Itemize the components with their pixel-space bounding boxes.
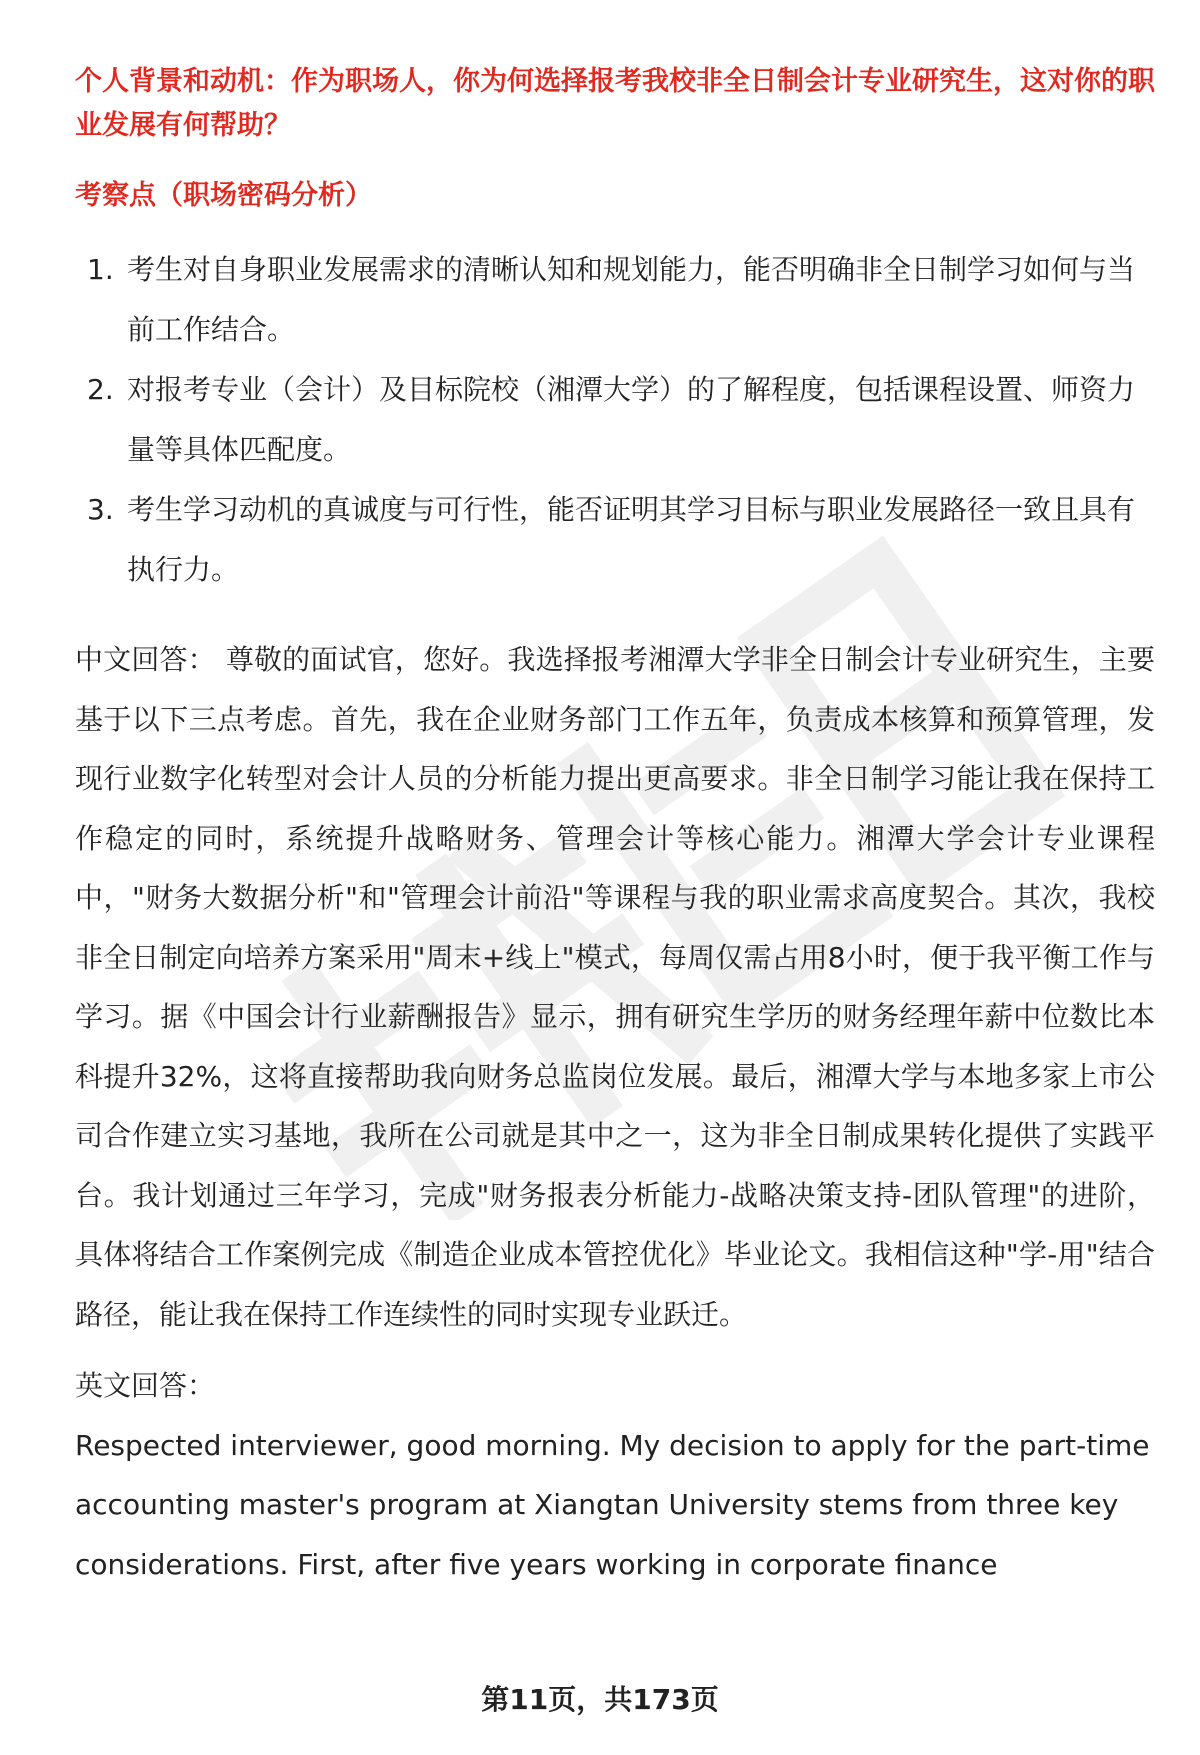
list-item-number: 3. [87,493,114,526]
exam-points-list [75,240,1155,600]
english-answer-label: 英文回答： [75,1369,216,1402]
chinese-answer-label: 中文回答： [75,643,216,676]
list-item-number: 1. [87,253,114,286]
list-item-text: 考生学习动机的真诚度与可行性，能否证明其学习目标与职业发展路径一致且具有执行力。 [127,493,1136,586]
list-item-text: 对报考专业（会计）及目标院校（湘潭大学）的了解程度，包括课程设置、师资力量等具体匹配度。 [127,373,1136,466]
chinese-answer-text: 尊敬的面试官，您好。我选择报考湘潭大学非全日制会计专业研究生，主要基于以下三点考虑。首先，我在企业财务部门工作五年，负责成本核算和预算管理，发现行业数字化转型对会计人员的分析能力提出更高要求。非全日制学习能让我在保持工作稳定的同时，系统提升战略财务、管理会计等核心能力。湘潭大学会计专业课程中，"财务大数据分析"和"管理会计前沿"等课程与我的职业需求高度契合。其次，我校非全日制定向培养方案采用"周末+线上"模式，每周仅需占用8小时，便于我平衡工作与学习。据《中国会计行业薪酬报告》显示，拥有研究生学历的财务经理年薪中位数比本科提升32%，这将直接帮助我向财务总监岗位发展。最后，湘潭大学与本地多家上市公司合作建立实习基地，我所在公司就是其中之一，这为非全日制成果转化提供了实践平台。我计划通过三年学习，完成"财务报表分析能力-战略决策支持-团队管理"的进阶，具体将结合工作案例完成《制造企业成本管控优化》毕业论文。我相信这种"学-用"结合路径，能让我在保持工作连续性的同时实现专业跃迁。 [75,643,1155,1331]
page-number-footer: 第11页，共173页 [481,1683,719,1716]
list-item-number: 2. [87,373,114,406]
list-item [75,480,1155,600]
document-page [75,60,1155,1594]
exam-points-title: 考察点（职场密码分析） [75,180,372,211]
list-item [75,360,1155,480]
chinese-answer [75,630,1155,1344]
list-item [75,240,1155,360]
list-item-text: 考生对自身职业发展需求的清晰认知和规划能力，能否明确非全日制学习如何与当前工作结合。 [127,253,1136,346]
english-answer-text: Respected interviewer, good morning. My decision to apply for the part-time accounting master's program at Xiangtan University stems from three key considerations. First, after five years working in corporate finance [75,1428,1150,1581]
question-heading: 个人背景和动机：作为职场人，你为何选择报考我校非全日制会计专业研究生，这对你的职业发展有何帮助？ [75,66,1155,141]
